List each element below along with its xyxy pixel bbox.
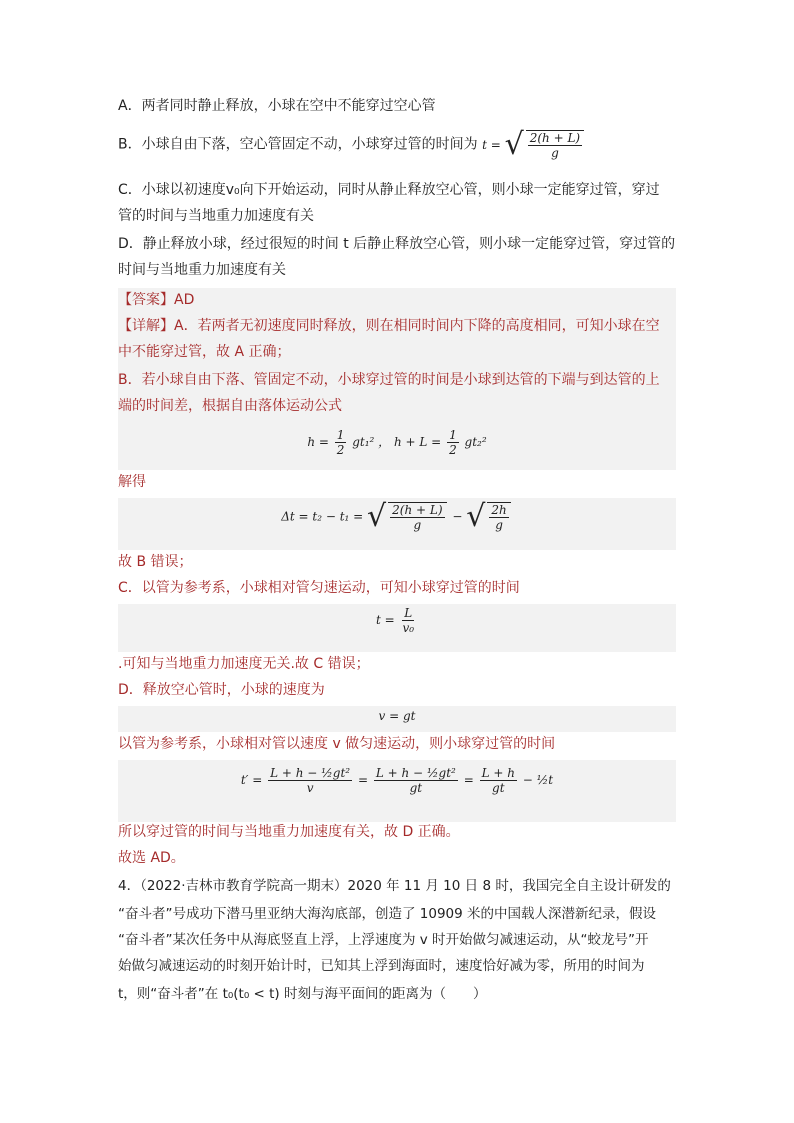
equation-velocity: v = gt bbox=[378, 709, 416, 723]
question4-line1: 4．（2022·吉林市教育学院高一期末）2020 年 11 月 10 日 8 时，我国完全自主设计研发的 bbox=[118, 878, 671, 894]
detail-b-line2: 端的时间差，根据自由落体运动公式 bbox=[118, 398, 342, 414]
detail-b-line1: B．若小球自由下落、管固定不动，小球穿过管的时间是小球到达管的下端与到达管的上 bbox=[118, 372, 660, 388]
question4-line2: “奋斗者”号成功下潜马里亚纳大海沟底部，创造了 10909 米的中国载人深潜新纪录，假设 bbox=[118, 906, 657, 922]
detail-d-line2: 以管为参考系，小球相对管以速度 v 做匀速运动，则小球穿过管的时间 bbox=[118, 736, 556, 752]
equation-pass-time: t′ = $\frac{\text{L + h − ½gt²}}{v}$ = $\frac{\text{L + h − ½gt²}}{gt}$ = $\frac{L + h}{gt}$ − ½t bbox=[240, 766, 554, 795]
question4-line5: t，则“奋斗者”在 t₀(t₀ < t) 时刻与海平面间的距离为（ ） bbox=[118, 986, 487, 1002]
d-conclusion: 所以穿过管的时间与当地重力加速度有关，故 D 正确。 bbox=[118, 824, 460, 840]
sqrt-symbol: √ $\frac{2(h + L)}{g}$ bbox=[505, 130, 587, 160]
detail-a-line2: 中不能穿过管，故 A 正确； bbox=[118, 344, 291, 360]
equation-free-fall: h = $\frac{1}{2}$ gt₁² ， h + L = $\frac{1}{2}$ gt₂² bbox=[307, 428, 487, 457]
b-conclusion: 故 B 错误； bbox=[118, 554, 193, 570]
option-b-formula: t = √ $\frac{2(h + L)}{g}$ bbox=[482, 138, 586, 152]
detail-d-line1: D．释放空心管时，小球的速度为 bbox=[118, 682, 325, 698]
option-c-line1: C．小球以初速度v₀向下开始运动，同时从静止释放空心管，则小球一定能穿过管，穿过 bbox=[118, 182, 660, 198]
c-conclusion: .可知与当地重力加速度无关.故 C 错误； bbox=[118, 656, 370, 672]
detail-c-line1: C．以管为参考系，小球相对管匀速运动，可知小球穿过管的时间 bbox=[118, 580, 520, 596]
option-d-line2: 时间与当地重力加速度有关 bbox=[118, 262, 286, 278]
detail-a-line1: 【详解】A．若两者无初速度同时释放，则在相同时间内下降的高度相同，可知小球在空 bbox=[118, 318, 660, 334]
option-d-line1: D．静止释放小球，经过很短的时间 t 后静止释放空心管，则小球一定能穿过管，穿过管的 bbox=[118, 236, 676, 252]
equation-time-diff: Δt = t₂ − t₁ = √ $\frac{2(h + L)}{g}$ − √ $\frac{2h}{g}$ bbox=[118, 502, 676, 532]
jiede-label: 解得 bbox=[118, 474, 146, 490]
equation-relative-time: t = $\frac{L}{\text{v₀}}$ bbox=[375, 606, 415, 635]
answer-label: 【答案】AD bbox=[118, 292, 195, 308]
question4-line3: “奋斗者”某次任务中从海底竖直上浮，上浮速度为 v 时开始做匀减速运动，从“蛟龙号”开 bbox=[118, 932, 649, 948]
final-answer: 故选 AD。 bbox=[118, 850, 185, 866]
option-b bbox=[118, 127, 586, 162]
option-a: A．两者同时静止释放，小球在空中不能穿过空心管 bbox=[118, 98, 436, 114]
option-c-line2: 管的时间与当地重力加速度有关 bbox=[118, 208, 314, 224]
option-b-text: B．小球自由下落，空心管固定不动，小球穿过管的时间为 bbox=[118, 136, 478, 153]
question4-line4: 始做匀减速运动的时刻开始计时，已知其上浮到海面时，速度恰好减为零，所用的时间为 bbox=[118, 958, 645, 974]
